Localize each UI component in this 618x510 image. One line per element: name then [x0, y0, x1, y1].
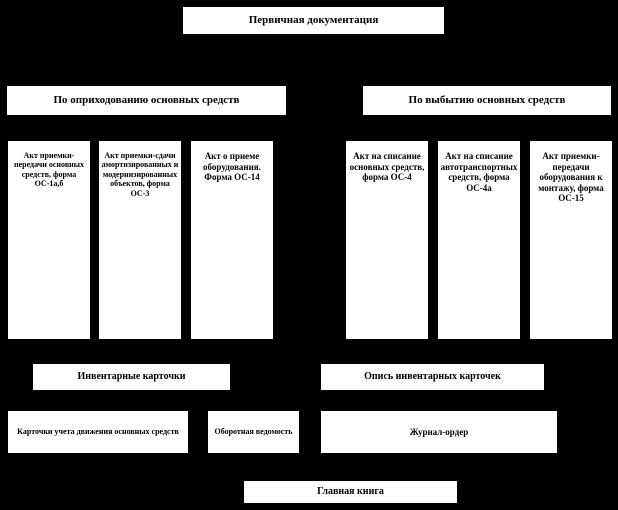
group-header-incoming: По оприходованию основных средств — [6, 85, 287, 116]
register-box-inventory-list: Опись инвентарных карточек — [320, 363, 545, 391]
document-box-os1: Акт приемки-передачи основных средств, форма ОС-1а,б — [7, 140, 91, 340]
document-box-os15: Акт приемки-передачи оборудования к монтажу, форма ОС-15 — [529, 140, 613, 340]
document-box-os4a: Акт на списание автотранспортных средств, форма ОС-4а — [437, 140, 521, 340]
document-box-os14: Акт о приеме оборудования. Форма ОС-14 — [190, 140, 274, 340]
ledger-box-journal-order: Журнал-ордер — [320, 410, 558, 454]
group-header-outgoing: По выбытию основных средств — [362, 85, 612, 116]
title-box: Первичная документация — [182, 6, 445, 35]
document-box-os4: Акт на списание основных средств, форма ОС-4 — [345, 140, 429, 340]
document-box-os3: Акт приемки-сдачи амортизированных и модернизированных объектов, форма ОС-3 — [98, 140, 182, 340]
final-box-main-ledger: Главная книга — [243, 480, 458, 504]
ledger-box-turnover-sheet: Оборотная ведомость — [207, 410, 300, 454]
ledger-box-movement-cards: Карточки учета движения основных средств — [7, 410, 189, 454]
register-box-inventory-cards: Инвентарные карточки — [32, 363, 231, 391]
